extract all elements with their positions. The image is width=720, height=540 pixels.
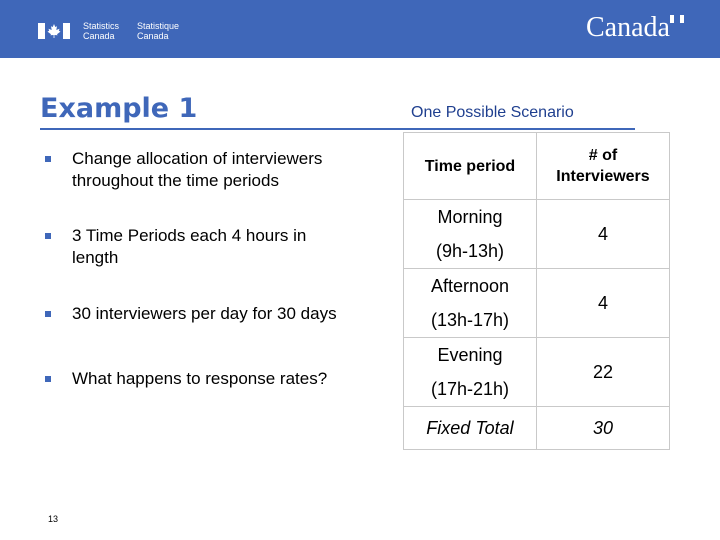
table-row (404, 269, 670, 338)
count-cell: 22 (537, 338, 670, 407)
agency-name-french: Statistique Canada (137, 21, 180, 41)
column-header-time-period: Time period (404, 133, 537, 200)
table-header-row (404, 133, 670, 200)
page-number: 13 (48, 514, 59, 524)
count-cell: 4 (537, 200, 670, 269)
period-cell: Evening (17h-21h) (404, 338, 537, 407)
square-bullet-icon (45, 233, 51, 239)
bullet-item: Change allocation of interviewers throughout the time periods (44, 148, 417, 192)
interviewer-allocation-table (403, 132, 670, 450)
total-value-cell: 30 (537, 407, 670, 450)
square-bullet-icon (45, 156, 51, 162)
square-bullet-icon (45, 311, 51, 317)
table-row (404, 200, 670, 269)
bullet-item: 3 Time Periods each 4 hours in length (44, 225, 417, 269)
slide-title: Example 1 (40, 93, 198, 124)
canada-wordmark: Canada (586, 12, 670, 43)
title-divider (40, 128, 635, 130)
header-banner (0, 0, 720, 58)
period-cell: Afternoon (13h-17h) (404, 269, 537, 338)
table-subtitle: One Possible Scenario (411, 104, 574, 121)
total-label-cell: Fixed Total (404, 407, 537, 450)
table-total-row (404, 407, 670, 450)
period-cell: Morning (9h-13h) (404, 200, 537, 269)
count-cell: 4 (537, 269, 670, 338)
canada-flag-icon (38, 23, 70, 39)
wordmark-flag-icon (670, 15, 684, 23)
column-header-interviewers: # of Interviewers (537, 133, 670, 200)
table-row (404, 338, 670, 407)
bullet-item: 30 interviewers per day for 30 days (44, 303, 417, 325)
bullet-item: What happens to response rates? (44, 368, 417, 390)
square-bullet-icon (45, 376, 51, 382)
agency-name-english: Statistics Canada (83, 21, 120, 41)
